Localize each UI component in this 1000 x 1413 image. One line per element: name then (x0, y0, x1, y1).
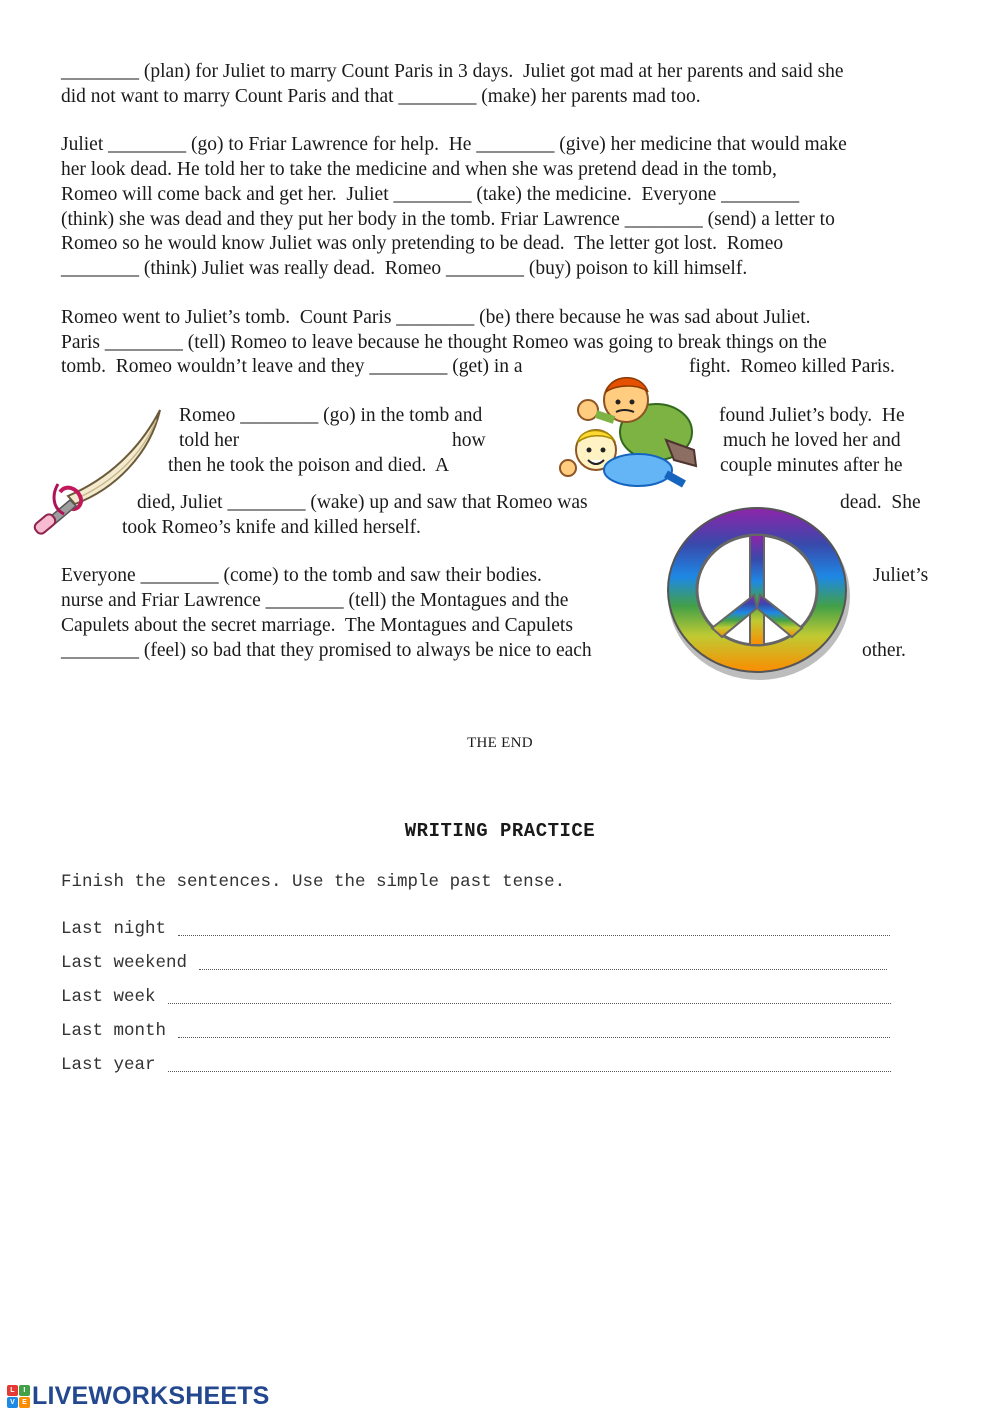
practice-row (61, 917, 890, 939)
fighting-boys-icon (556, 370, 704, 495)
story-line: ________ (plan) for Juliet to marry Count Paris in 3 days. Juliet got mad at her parents and said she (61, 61, 844, 82)
story-line: Romeo so he would know Juliet was only pretending to be dead. The letter got lost. Romeo (61, 233, 784, 254)
story-line: then he took the poison and died. A (168, 455, 450, 476)
practice-prompt: Last weekend (61, 953, 188, 973)
instruction-text: Finish the sentences. Use the simple past tense. (61, 872, 566, 892)
answer-line[interactable] (199, 955, 887, 970)
story-line: (think) she was dead and they put her body in the tomb. Friar Lawrence ________ (send) a letter to (61, 209, 835, 230)
story-line: Juliet’s (873, 565, 929, 586)
practice-prompt: Last week (61, 987, 156, 1007)
story-line: Romeo ________ (go) in the tomb and (179, 405, 483, 426)
story-line: found Juliet’s body. He (719, 405, 905, 426)
story-line: tomb. Romeo wouldn’t leave and they ________ (get) in a (61, 356, 523, 377)
the-end-label: THE END (467, 735, 533, 751)
story-line: other. (862, 640, 906, 661)
practice-row (61, 1019, 890, 1041)
story-line: did not want to marry Count Paris and that ________ (make) her parents mad too. (61, 86, 701, 107)
story-line: died, Juliet ________ (wake) up and saw that Romeo was (137, 492, 588, 513)
story-line: Everyone ________ (come) to the tomb and saw their bodies. (61, 565, 542, 586)
answer-line[interactable] (168, 989, 891, 1004)
logo-text: LIVEWORKSHEETS (32, 1382, 270, 1410)
story-line: Juliet ________ (go) to Friar Lawrence for help. He ________ (give) her medicine that would make (61, 134, 847, 155)
story-line: how (452, 430, 486, 451)
practice-row (61, 985, 891, 1007)
story-line: told her (179, 430, 240, 451)
practice-prompt: Last year (61, 1055, 156, 1075)
story-line: Capulets about the secret marriage. The Montagues and Capulets (61, 615, 573, 636)
story-line: Romeo went to Juliet’s tomb. Count Paris ________ (be) there because he was sad about Juliet. (61, 307, 811, 328)
story-line: much he loved her and (723, 430, 901, 451)
practice-prompt: Last night (61, 919, 167, 939)
practice-row (61, 1053, 891, 1075)
liveworksheets-logo[interactable] (7, 1382, 270, 1411)
story-line: ________ (feel) so bad that they promised to always be nice to each (61, 640, 592, 661)
practice-prompt: Last month (61, 1021, 167, 1041)
story-line: couple minutes after he (720, 455, 903, 476)
story-line: took Romeo’s knife and killed herself. (122, 517, 421, 538)
peace-sign-icon (662, 500, 857, 685)
story-line: her look dead. He told her to take the medicine and when she was pretend dead in the tomb, (61, 159, 777, 180)
answer-line[interactable] (178, 921, 890, 936)
answer-line[interactable] (178, 1023, 890, 1038)
story-line: Paris ________ (tell) Romeo to leave because he thought Romeo was going to break things on the (61, 332, 827, 353)
story-line: ________ (think) Juliet was really dead. Romeo ________ (buy) poison to kill himself. (61, 258, 748, 279)
logo-squares-icon: L I V E (7, 1385, 30, 1408)
story-line: dead. She (840, 492, 921, 513)
practice-row (61, 951, 887, 973)
story-line: fight. Romeo killed Paris. (689, 356, 895, 377)
sword-icon (30, 404, 170, 539)
answer-line[interactable] (168, 1057, 891, 1072)
story-line: nurse and Friar Lawrence ________ (tell) the Montagues and the (61, 590, 569, 611)
story-line: Romeo will come back and get her. Juliet ________ (take) the medicine. Everyone ________ (61, 184, 800, 205)
writing-practice-title: WRITING PRACTICE (404, 820, 596, 842)
